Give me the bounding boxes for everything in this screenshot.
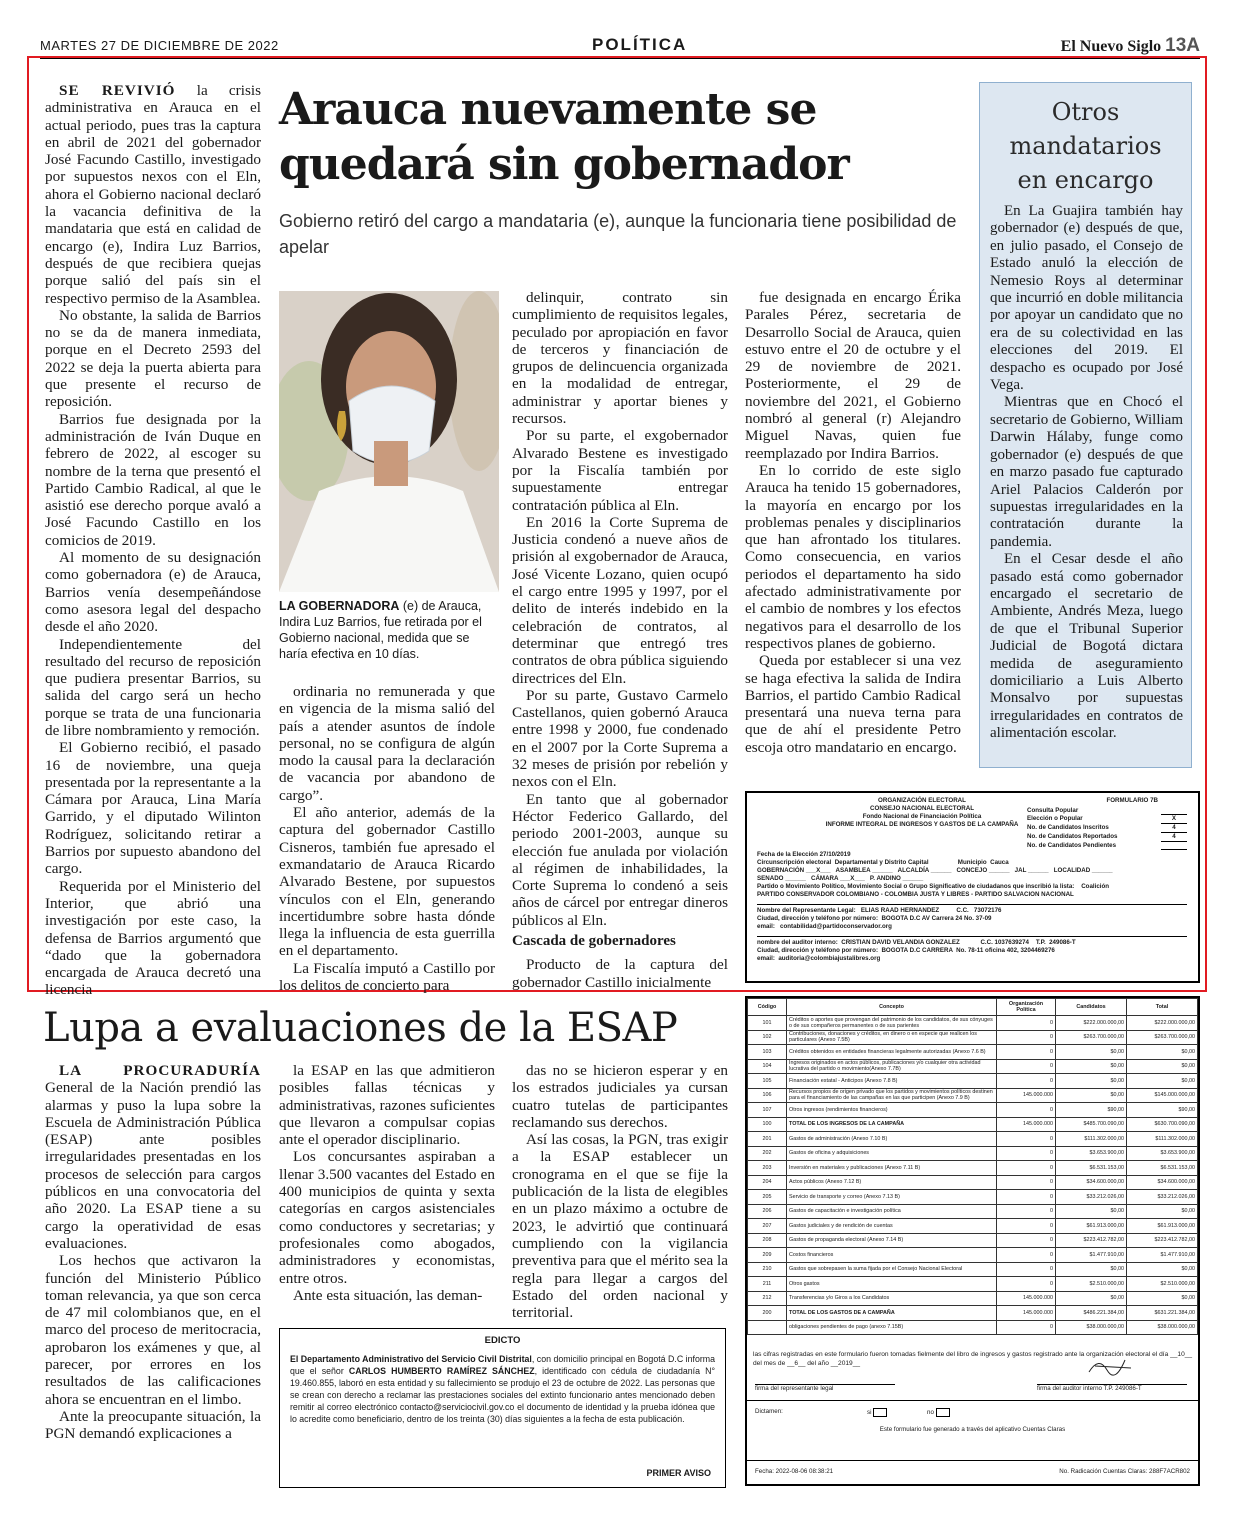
table-cell: $263.700.000,00 [1127,1030,1198,1045]
table-cell: $263.700.000,00 [1056,1030,1127,1045]
table-cell: obligaciones pendientes de pago (anexo 7.15B) [787,1320,997,1335]
paragraph [990,551,1183,742]
dictamen-no-label: no [927,1409,934,1417]
paragraph [279,1148,495,1286]
table-header-cell: Código [748,999,787,1016]
paragraph [512,427,728,513]
esap-col2 [279,1062,495,1304]
paragraph-text: La Fiscalía imputó a Castillo por los delitos de concierto para [279,959,495,995]
paragraph [45,1062,261,1252]
table-cell: 209 [748,1248,787,1263]
form-line: email: contabilidad@partidoconservador.org [757,923,892,930]
paragraph-text: Los concursantes aspiraban a llenar 3.500 vacantes del Estado en 400 municipios de quinta y sexta categorías en cargos asistenciales como conductores y secretarias; y profesionales como abogados, administradores y economistas, entre otros. [279,1148,495,1287]
table-cell: 0 [997,1016,1056,1031]
table-cell: 0 [997,1161,1056,1176]
paragraph-text: Mientras que en Chocó el secretario de Gobierno, William Darwin Hálaby, funge como gobernador (e) después de que en marzo pasado fue capturado Ariel Palacios Calderón por supuestas irregularidades en la contratación durante la pandemia. [990,394,1183,550]
table-cell: 0 [997,1074,1056,1089]
table-cell: 145.000.000 [997,1088,1056,1103]
table-cell: 208 [748,1233,787,1248]
table-cell: 0 [997,1175,1056,1190]
table-cell: 0 [997,1146,1056,1161]
paragraph-text: Barrios fue designada por la administración de Iván Duque en febrero de 2022, al escoger su nombre de la terna que presentó el Partido Cambio Radical, al que le asistió ese derecho porque avaló a José Facundo Castillo en los comicios de 2019. [45,410,261,549]
table-cell: $1.477.910,00 [1056,1248,1127,1263]
form-line: Ciudad, dirección y teléfono por número: BOGOTA D.C CARRERA No. 78-11 oficina 402, 3204469276 [757,947,1055,954]
form-date: Fecha: 2022-08-06 08:38:21 [755,1468,834,1475]
edicto-text2: , identificado con cédula de ciudadanía N° 19.460.855, laboró en esta entidad y su fallecimiento se produjo el 23 de octubre de 2022. Las personas que se crean con derecho a reclamar las prestaciones sociales del extinto funcionario antes mencionado deben remitir al correo electrónico contacto@serviciocivil.gov.co el documento de identidad y la prueba idónea que lo acredite como beneficiario, dentro de los treinta (30) días siguientes a la fecha de esta publicación. [290,1366,715,1424]
table-cell: $0,00 [1056,1291,1127,1306]
table-cell: 0 [997,1233,1056,1248]
issue-date: MARTES 27 DE DICIEMBRE DE 2022 [40,38,279,53]
electoral-form-header [745,791,1200,983]
governor-photo [279,291,499,592]
table-cell: 0 [997,1132,1056,1147]
paragraph-text: General de la Nación prendió las alarmas y puso la lupa sobre la Escuela de Administración Pública (ESAP) ante posibles irregularidades presentadas en los procesos de selección para cargos públicos en una convocatoria del año 2020. La ESAP tiene a su cargo la operatividad de esas evaluaciones. [45,1079,261,1252]
paragraph: Producto de la captura del gobernador Castillo inicialmente [512,956,728,991]
esap-col3 [512,1062,728,1321]
table-row [748,1262,1198,1277]
table-header-cell: Concepto [787,999,997,1016]
form-line: Fecha de la Elección 27/10/2019 [757,851,851,858]
paragraph [45,1252,261,1408]
form-line: Nombre del Representante Legal: ELIAS RAAD HERNANDEZ C.C. 73072176 [757,904,1187,915]
table-cell: 145.000.000 [997,1291,1056,1306]
table-cell: 0 [997,1219,1056,1234]
si-checkbox [873,1408,887,1417]
esap-headline: Lupa a evaluaciones de la ESAP [43,1005,678,1051]
paragraph [45,307,261,411]
finance-form [745,996,1200,1486]
table-cell: 212 [748,1291,787,1306]
dictamen-label: Dictamen: [755,1408,783,1415]
table-cell: Actos públicos (Anexo 7.12 B) [787,1175,997,1190]
form-org1: ORGANIZACIÓN ELECTORAL [878,797,966,804]
form-right-value [1161,842,1187,850]
photo-caption [279,598,499,662]
table-cell: 105 [748,1074,787,1089]
table-cell: 0 [997,1248,1056,1263]
table-cell: Contribuciones, donaciones y créditos, en dinero o en especie que realicen los particulares (Anexo 7.5B) [787,1030,997,1045]
form-right-row [1027,815,1187,824]
table-cell: $0,00 [1056,1262,1127,1277]
form-right-block [1027,807,1187,850]
table-cell: 102 [748,1030,787,1045]
table-cell: 106 [748,1088,787,1103]
paragraph-text: delinquir, contrato sin cumplimiento de requisitos legales, peculado por apropiación en favor de terceros y financiación de grupos de delincuencia organizada en la modalidad de entregar, administrar y aportar bienes y recursos. [512,289,728,428]
photo-illustration [279,291,499,592]
section-name: POLÍTICA [592,35,688,54]
paragraph-text: No obstante, la salida de Barrios no se da de manera inmediata, porque en el Decreto 2593 del 2022 se deja la puerta abierta para que presente el recurso de reposición. [45,306,261,411]
table-cell: 145.000.000 [997,1117,1056,1132]
table-row [748,1291,1198,1306]
form-org2: CONSEJO NACIONAL ELECTORAL [870,805,974,812]
form-line: Partido o Movimiento Político, Movimiento Social o Grupo Significativo de ciudadanos que inscribió la lista: Coalición [757,883,1110,890]
form-line: nombre del auditor interno: CRISTIAN DAVID VELANDIA GONZALEZ C.C. 1037639274 T.P. 249086-T [757,936,1187,947]
table-row [748,1320,1198,1335]
table-cell: $90,00 [1127,1103,1198,1118]
table-cell: $222.000.000,00 [1127,1016,1198,1031]
caption-text: (e) de Arauca, Indira Luz Barrios, fue retirada por el Gobierno nacional, medida que se haría efectiva en 10 días. [279,599,482,661]
form-line: PARTIDO CONSERVADOR COLOMBIANO - COLOMBIA JUSTA Y LIBRES - PARTIDO SALVACION NACIONAL [757,891,1074,898]
table-cell: 200 [748,1306,787,1321]
newspaper-masthead [1061,35,1200,57]
table-cell: $145.000.000,00 [1127,1088,1198,1103]
paragraph [990,394,1183,551]
sig-right: firma del auditor interno T.P. 249086-T [1037,1384,1187,1392]
table-row [748,1306,1198,1321]
table-cell: 104 [748,1059,787,1074]
form-right-value: X [1161,815,1187,824]
table-cell: $34.600.000,00 [1056,1175,1127,1190]
table-row [748,1175,1198,1190]
table-row [748,1016,1198,1031]
table-cell: 0 [997,1045,1056,1060]
paragraph [45,878,261,999]
paragraph-text: das no se hicieron esperar y en los estrados judiciales ya cursan cuatro tutelas de participantes reclamando sus derechos. [512,1062,728,1131]
page-number: 13A [1165,35,1200,56]
table-cell: $630.700.090,00 [1127,1117,1198,1132]
table-cell: 107 [748,1103,787,1118]
table-row [748,1248,1198,1263]
paragraph [45,82,261,307]
paragraph-text: la crisis administrativa en Arauca en el actual periodo, pues tras la captura en abril de 2021 del gobernador José Facundo Castillo, investigado por supuestos nexos con el Eln, ahora el Gobierno nacional declaró la vacancia definitiva de la mandataria que está en calidad de encargo (e), Indira Luz Barrios, después de que recibiera quejas porque salió del país sin el respectivo permiso de la Asamblea. [45,82,261,307]
table-header-row [748,999,1198,1016]
table-cell: $3.653.900,00 [1127,1146,1198,1161]
table-row [748,1161,1198,1176]
table-cell: 210 [748,1262,787,1277]
table-cell: $6.531.153,00 [1127,1161,1198,1176]
paragraph [279,960,495,995]
paragraph-text: Requerida por el Ministerio del Interior, que abrió una investigación por este caso, la defensa de Barrios argumentó que “dado que la gobernadora encargada de Arauca decretó una licencia [45,877,261,999]
paragraph-text: En el Cesar desde el año pasado está como gobernador encargado el secretario de Ambiente, Andrés Meza, luego de que el Tribunal Superior Judicial de Bogotá dictara medida de aseguramiento domiciliario a Luis Alberto Monsalvo por supuestas irregularidades en contratos de alimentación escolar. [990,551,1183,742]
form-right-label: No. de Candidatos Inscritos [1027,824,1109,831]
form-right-label: Elección o Popular [1027,815,1083,822]
table-cell: 145.000.000 [997,1306,1056,1321]
signature-mark [1087,1354,1137,1378]
paragraph [745,289,961,462]
form-right-label: No. de Candidatos Reportados [1027,833,1118,840]
table-cell: $111.302.000,00 [1127,1132,1198,1147]
paragraph [990,203,1183,394]
paragraph-text: Ante la preocupante situación, la PGN demandó explicaciones a [45,1407,261,1443]
paragraph [512,1131,728,1321]
table-cell: TOTAL DE LOS INGRESOS DE LA CAMPAÑA [787,1117,997,1132]
table-cell: $3.653.900,00 [1056,1146,1127,1161]
table-cell: $0,00 [1127,1059,1198,1074]
main-article-col2 [279,683,495,994]
table-cell: Otros ingresos (rendimientos financieros) [787,1103,997,1118]
form-line: SENADO ______ CÁMARA ___X___ P. ANDINO ______ [757,875,924,882]
paragraph [512,687,728,791]
dictamen-si [867,1408,887,1417]
generated-note: Este formulario fue generado a través del aplicativo Cuentas Claras [879,1426,1066,1433]
main-subhead: Gobierno retiró del cargo a mandataria (e), aunque la funcionaria tiene posibilidad de apelar [279,211,957,257]
table-row [748,1132,1198,1147]
form-right-label: Consulta Popular [1027,807,1079,814]
table-cell: $0,00 [1056,1059,1127,1074]
table-cell: 201 [748,1132,787,1147]
paragraph-text: Al momento de su designación como gobernadora (e) de Arauca, Barrios venía desempeñándose como asesora legal del despacho desde el año 2020. [45,549,261,636]
form-declaration: las cifras registradas en este formulario fueron tomadas fielmente del libro de ingresos y gastos registrado ante la organización electoral el día __10__ del mes de __6__ del año __2019__ [753,1351,1193,1367]
newspaper-name: El Nuevo Siglo [1060,38,1162,55]
paragraph [45,739,261,877]
table-row [748,1088,1198,1103]
table-cell: 0 [997,1190,1056,1205]
table-cell: $0,00 [1056,1088,1127,1103]
table-row [748,1190,1198,1205]
paragraph [45,549,261,635]
lead-word: LA PROCURADURÍA [59,1062,261,1079]
table-cell: $0,00 [1056,1204,1127,1219]
main-article-col1 [45,82,261,999]
form-lines [757,851,1187,963]
table-cell: $1.477.910,00 [1127,1248,1198,1263]
form-right-value: 4 [1161,833,1187,842]
table-cell: Gastos de administración (Anexo 7.10 B) [787,1132,997,1147]
paragraph [45,1408,261,1443]
table-cell: 0 [997,1262,1056,1277]
table-cell: 0 [997,1277,1056,1292]
esap-col1 [45,1062,261,1443]
paragraph-text: El Gobierno recibió, el pasado 16 de noviembre, una queja presentada por la representante a la Cámara por Arauca, Lina María Garrido, y el diputado Wilinton Rodríguez, solicitando retirar a Barrios por supuesto abandono del cargo. [45,739,261,878]
edicto-text1: , con domicilio principal en Bogotá D.C informa que el señor [290,1354,715,1376]
table-cell: TOTAL DE LOS GASTOS DE A CAMPAÑA [787,1306,997,1321]
paragraph-text: Por su parte, el exgobernador Alvarado Bestene es investigado por la Fiscalía también por supuestamente entregar contratación pública al Eln. [512,427,728,514]
table-cell: Recursos propios de origen privado que los partidos y movimientos políticos destinen para el financiamiento de las campañas en las que participen (Anexo 7.9 B) [787,1088,997,1103]
table-cell: $111.302.000,00 [1056,1132,1127,1147]
paragraph-text: fue designada en encargo Érika Parales Pérez, secretaria de Desarrollo Social de Arauca, quien estuvo entre el 20 de octubre y el 29 de noviembre de 2021. Posteriormente, el 29 de noviembre del 2021, el Gobierno nombró al general (r) Alejandro Miguel Navas, quien fue reemplazado por Indira Barrios. [745,289,961,462]
paragraph [512,514,728,687]
table-cell: Créditos o aportes que provengan del patrimonio de los candidatos, de sus cónyuges o de sus compañeros permanentes o de sus parientes [787,1016,997,1031]
edicto-body [280,1347,725,1425]
sidebar-title: Otros mandatarios en encargo [1009,98,1162,194]
paragraph [512,791,728,929]
table-cell: $0,00 [1127,1045,1198,1060]
paragraph [512,289,728,427]
table-cell: $631.221.384,00 [1127,1306,1198,1321]
table-row [748,1045,1198,1060]
table-cell: 0 [997,1320,1056,1335]
table-cell: Costos financieros [787,1248,997,1263]
table-cell: $0,00 [1056,1045,1127,1060]
table-cell: $485.700.090,00 [1056,1117,1127,1132]
table-cell: Transferencias y/o Giros a los Candidatos [787,1291,997,1306]
paragraph [745,462,961,652]
table-cell: Gastos de capacitación e investigación política [787,1204,997,1219]
table-cell: 202 [748,1146,787,1161]
table-cell: 204 [748,1175,787,1190]
edicto-footer: PRIMER AVISO [646,1468,711,1478]
table-cell: 207 [748,1219,787,1234]
table-row [748,1117,1198,1132]
table-cell: Ingresos originados en actos públicos, publicaciones y/o cualquier otra actividad lucrativa del partido o movimiento(Anexo 7.7B) [787,1059,997,1074]
table-header-cell: Candidatos [1056,999,1127,1016]
finance-table [747,998,1198,1335]
table-cell: $38.000.000,00 [1056,1320,1127,1335]
form-org4: INFORME INTEGRAL DE INGRESOS Y GASTOS DE LA CAMPAÑA [825,821,1019,828]
paragraph-text: Los hechos que activaron la función del Ministerio Público toman relevancia, ya que son cerca de 47 mil colombianos que, en el marco del proceso de meritocracia, aprobaron los exámenes y que, al parecer, por errores en los resultados de las calificaciones ahora se encuentran en el limbo. [45,1252,261,1408]
dictamen-si-label: si [867,1409,872,1417]
paragraph [279,804,495,960]
edicto-bold1: El Departamento Administrativo del Servicio Civil Distrital [290,1354,532,1364]
edicto-bold2: CARLOS HUMBERTO RAMÍREZ SÁNCHEZ [348,1366,535,1376]
table-row [748,1233,1198,1248]
table-cell: $0,00 [1127,1262,1198,1277]
paragraph-text: En La Guajira también hay gobernador (e) después de que, en julio pasado, el Consejo de Estado anuló la elección de Nemesio Roys al determinar que incurrió en doble militancia por apoyar un candidato que no era de su colectividad en las elecciones del 2019. El despacho es ocupado por José Vega. [990,203,1183,394]
table-cell: 203 [748,1161,787,1176]
table-row [748,1074,1198,1089]
paragraph-text: En 2016 la Corte Suprema de Justicia condenó a nueve años de prisión al exgobernador de Arauca, José Vicente Lozano, quien ocupó el cargo entre 1995 y 1997, por el delito de interés indebido en la celebración de contratos, al determinar que entregó tres contratos de obra pública siguiendo directrices del Eln. [512,513,728,687]
table-cell: $6.531.153,00 [1056,1161,1127,1176]
table-cell: $61.913.000,00 [1127,1219,1198,1234]
form-line: email: auditoria@colombiajustalibres.org [757,955,881,962]
table-cell: 0 [997,1204,1056,1219]
edicto-box [279,1328,726,1488]
paragraph-text: ordinaria no remunerada y que en vigencia de la misma salió del país a atender asuntos de índole personal, no se configura de algún modo la causal para la declaración de vacancia por abandono de cargo”. [279,683,495,804]
table-cell: 0 [997,1103,1056,1118]
form-right-row [1027,833,1187,842]
table-row [748,1277,1198,1292]
table-cell: $0,00 [1127,1204,1198,1219]
sidebar-box [979,82,1192,768]
table-cell: Gastos de oficina y adquisiciones [787,1146,997,1161]
table-cell: $0,00 [1127,1074,1198,1089]
paragraph [45,636,261,740]
paragraph-text: En tanto que al gobernador Héctor Federico Gallardo, del periodo 2001-2003, aunque su elección fue anulada por violación al régimen de inhabilidades, la Corte Suprema lo condenó a seis años de cárcel por entregar dineros públicos al Eln. [512,790,728,929]
paragraph [279,683,495,804]
table-cell: $34.600.000,00 [1127,1175,1198,1190]
table-cell: Financiación estatal - Anticipos (Anexo 7.8 B) [787,1074,997,1089]
table-cell: Servicio de transporte y correo (Anexo 7.13 B) [787,1190,997,1205]
form-right-row [1027,824,1187,833]
table-header-cell: Organización Política [997,999,1056,1016]
paragraph [279,1062,495,1148]
table-cell: $2.510.000,00 [1056,1277,1127,1292]
lead-word: SE REVIVIÓ [59,82,176,99]
table-cell: $61.913.000,00 [1056,1219,1127,1234]
form-right-value [1161,807,1187,815]
dictamen-no [927,1408,950,1417]
sig-left: firma del representante legal [755,1384,895,1392]
form-org3: Fondo Nacional de Financiación Política [862,813,982,820]
table-cell: 206 [748,1204,787,1219]
table-cell: $0,00 [1056,1074,1127,1089]
table-cell: $223.412.782,00 [1127,1233,1198,1248]
paragraph [45,411,261,549]
paragraph-text: Ante esta situación, las deman- [293,1286,483,1304]
table-cell: 103 [748,1045,787,1060]
sidebar-content [990,203,1183,743]
table-row [748,1219,1198,1234]
table-cell: $33.212.026,00 [1127,1190,1198,1205]
table-row [748,1146,1198,1161]
table-cell: $0,00 [1127,1291,1198,1306]
table-cell: 211 [748,1277,787,1292]
table-cell: $223.412.782,00 [1056,1233,1127,1248]
main-article-col4 [745,289,961,756]
table-cell: 205 [748,1190,787,1205]
subsection-title: Cascada de gobernadores [512,932,676,949]
table-cell: Gastos judiciales y de rendición de cuentas [787,1219,997,1234]
table-cell: 101 [748,1016,787,1031]
caption-lead: LA GOBERNADORA [279,599,400,613]
form-radicacion: No. Radicación Cuentas Claras: 288F7ACR802 [1059,1468,1190,1475]
no-checkbox [936,1408,950,1417]
table-cell [748,1320,787,1335]
page-header [40,32,1200,59]
form-line: GOBERNACIÓN ___X___ ASAMBLEA ______ ALCALDÍA ______ CONCEJO ______ JAL ______ LOCALIDAD ______ [757,867,1113,874]
form-right-label: No. de Candidatos Pendientes [1027,842,1117,849]
table-cell: $38.000.000,00 [1127,1320,1198,1335]
paragraph-text: Queda por establecer si una vez se haga efectiva la salida de Indira Barrios, el partido Cambio Radical presentará una nueva terna para que de ahí el presidente Petro escoja otro mandatario en encargo. [745,652,961,756]
table-row [748,1030,1198,1045]
form-right-value: 4 [1161,824,1187,833]
table-cell: $90,00 [1056,1103,1127,1118]
paragraph [279,1287,495,1304]
table-cell: 0 [997,1059,1056,1074]
form-line: Circunscripción electoral Departamental y Distrito Capital Municipio Cauca [757,859,1009,866]
table-header-cell: Total [1127,999,1198,1016]
main-article-col3 [512,289,728,991]
table-row [748,1204,1198,1219]
table-row [748,1103,1198,1118]
table-cell: $486.221.384,00 [1056,1306,1127,1321]
form-id: FORMULARIO 7B [1106,797,1158,804]
form-line: Ciudad, dirección y teléfono por número: BOGOTA D.C AV Carrera 24 No. 37-09 [757,915,992,922]
table-cell: Otros gastos [787,1277,997,1292]
paragraph-text: Así las cosas, la PGN, tras exigir a la ESAP establecer un cronograma en el que se fije la publicación de la lista de elegibles en un plazo máximo a octubre de 2023, le advirtió que continuará cumpliendo con la vigilancia preventiva para que el mérito sea la regla para llegar a cargos del Estado del orden nacional y territorial. [512,1131,728,1322]
paragraph-text: Independientemente del resultado del recurso de reposición que pudiera presentar Barrios, su salida del cargo será un hecho porque se trata de una funcionaria de libre nombramiento y remoción. [45,635,261,739]
table-cell: $33.212.026,00 [1056,1190,1127,1205]
table-cell: 100 [748,1117,787,1132]
table-cell: Gastos que sobrepasen la suma fijada por el Consejo Nacional Electoral [787,1262,997,1277]
paragraph-text: En lo corrido de este siglo Arauca ha tenido 15 gobernadores, la mayoría en encargo por los problemas penales y disciplinarios que han afrontado los titulares. Como consecuencia, en varios periodos el departamento ha sido afectado administrativamente por el cambio de nombres y los efectos negativos para el desarrollo de los respectivos planes de gobierno. [745,461,961,652]
paragraph [512,1062,728,1131]
table-cell: Gastos de propaganda electoral (Anexo 7.14 B) [787,1233,997,1248]
paragraph [745,652,961,756]
edicto-title: EDICTO [484,1335,521,1346]
form-right-row [1027,807,1187,815]
paragraph-text: Por su parte, Gustavo Carmelo Castellanos, quien gobernó Arauca entre 1998 y 2000, fue condenado en el 2007 por la Corte Suprema a 32 meses de prisión por rebelión y nexos con el Eln. [512,686,728,791]
paragraph-text: El año anterior, además de la captura del gobernador Castillo Cisneros, también fue apresado el exmandatario de Arauca Ricardo Alvarado Bestene, por supuestos vínculos con el Eln, generando incertidumbre sobre hasta dónde llega la influencia de esta guerrilla en el departamento. [279,804,495,960]
paragraph-text: la ESAP en las que admitieron posibles fallas técnicas y administrativas, razones suficientes que llevaron a compulsar copias ante el operador disciplinario. [279,1062,495,1149]
table-cell: 0 [997,1030,1056,1045]
main-headline: Arauca nuevamente se quedará sin gobernador [279,84,849,190]
form-right-row [1027,842,1187,850]
table-cell: Inversión en materiales y publicaciones (Anexo 7.11 B) [787,1161,997,1176]
table-cell: Créditos obtenidos en entidades financieras legalmente autorizadas (Anexo 7.6 B) [787,1045,997,1060]
table-cell: $2.510.000,00 [1127,1277,1198,1292]
table-row [748,1059,1198,1074]
table-cell: $222.000.000,00 [1056,1016,1127,1031]
